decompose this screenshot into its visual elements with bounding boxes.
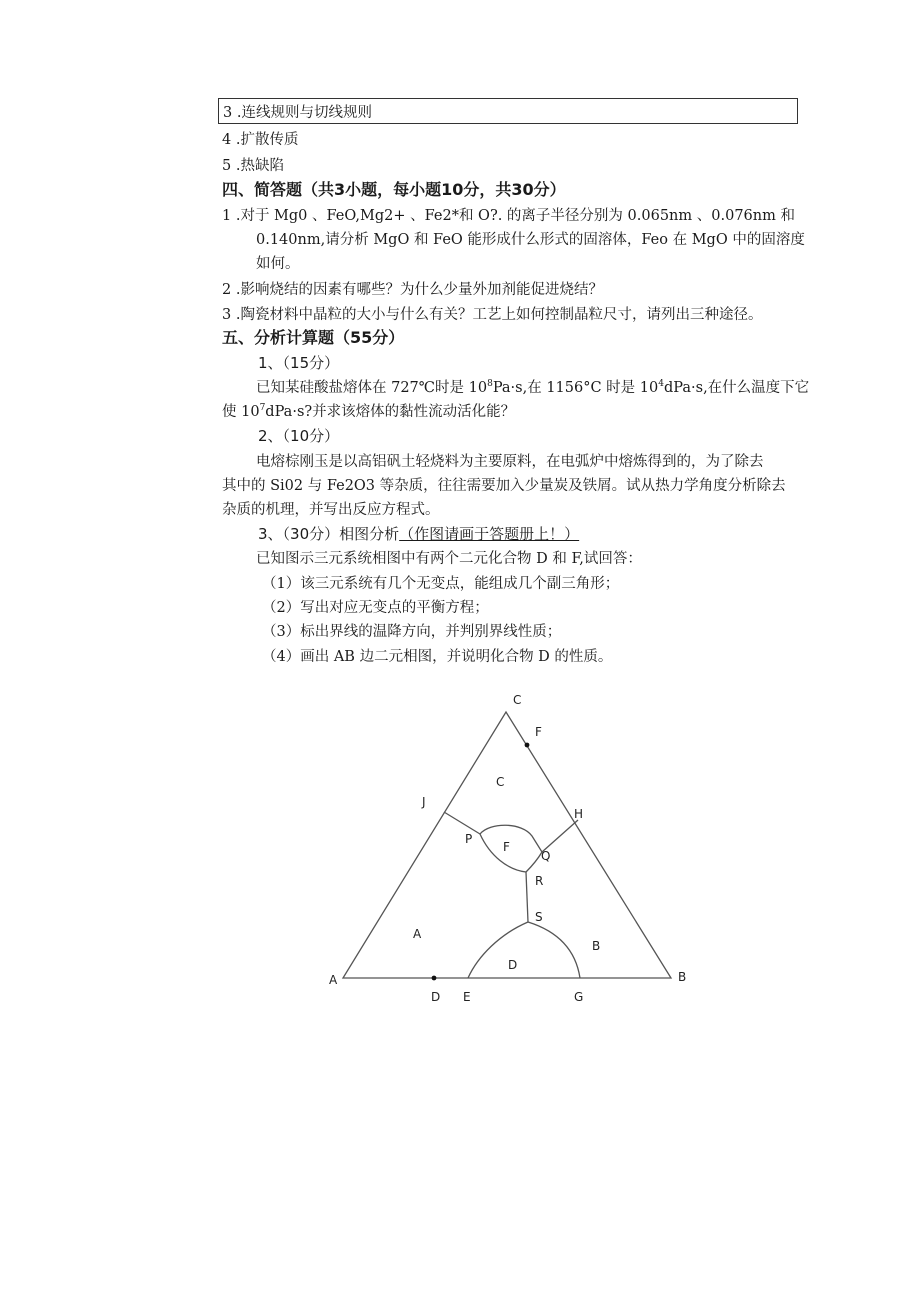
label-B: B [678, 970, 687, 984]
problem3-title: 3、（30分）相图分析（作图请画于答题册上！） [258, 525, 580, 543]
boundary-Q-R [526, 872, 528, 922]
item-5-text: 5 .热缺陷 [222, 158, 284, 174]
section5-heading: 五、分析计算题（55分） [222, 328, 405, 347]
label-F-region: F [503, 840, 510, 854]
section4-heading: 四、简答题（共3小题，每小题10分，共30分） [222, 180, 566, 199]
problem2-line1: 电熔棕刚玉是以高铝矾土轻烧料为主要原料，在电弧炉中熔炼得到的，为了除去 [256, 454, 764, 470]
problem2-line2: 其中的 Si02 与 Fe2O3 等杂质，往往需要加入少量炭及铁屑。试从热力学角度分析除去 [222, 478, 786, 494]
problem3-sub-1: （1）该三元系统有几个无变点，能组成几个副三角形； [262, 576, 620, 592]
section4-q3: 3 .陶瓷材料中晶粒的大小与什么有关？工艺上如何控制晶粒尺寸，请列出三种途径。 [222, 307, 763, 323]
point-D-marker [432, 976, 437, 981]
problem1-title: 1、（15分） [258, 354, 340, 372]
problem3-sub-4: （4）画出 AB 边二元相图，并说明化合物 D 的性质。 [262, 649, 613, 665]
label-D: D [431, 990, 441, 1004]
section4-q1-line1: 1 .对于 Mg0 、FeO,Mg2+ 、Fe2*和 O?. 的离子半径分别为 0.065nm 、0.076nm 和 [222, 208, 795, 224]
boundary-S-G [528, 922, 580, 978]
compound-F-field [480, 825, 542, 872]
label-R: R [535, 874, 544, 888]
item-4-text: 4 .扩散传质 [222, 132, 299, 148]
label-region-B: B [592, 939, 601, 953]
label-H: H [574, 807, 584, 821]
problem3-sub-3: （3）标出界线的温降方向，并判别界线性质； [262, 624, 562, 640]
label-Q: Q [541, 849, 551, 863]
label-S: S [535, 910, 543, 924]
boundary-S-E [468, 922, 528, 978]
label-F-point: F [535, 725, 542, 739]
label-E: E [463, 990, 471, 1004]
section4-q1-line3: 如何。 [256, 256, 300, 272]
problem3-intro: 已知图示三元系统相图中有两个二元化合物 D 和 F,试回答： [256, 551, 642, 567]
section4-q2: 2 .影响烧结的因素有哪些？为什么少量外加剂能促进烧结？ [222, 282, 603, 298]
label-region-A: A [413, 927, 422, 941]
label-C: C [513, 693, 522, 707]
problem1-line1: 已知某硅酸盐熔体在 727℃时是 $10^8Pa\cdot s$,在 1156°C 时是 $10^4dPa\cdot s$,在什么温度下它 [256, 379, 810, 396]
label-A: A [329, 973, 338, 987]
boundary-J-P [444, 812, 480, 834]
label-region-D: D [508, 958, 518, 972]
section4-q1-line2: 0.140nm,请分析 MgO 和 FeO 能形成什么形式的固溶体，Feo 在 MgO 中的固溶度 [256, 232, 805, 248]
problem2-title: 2、（10分） [258, 427, 340, 445]
problem1-line2: 使 $10^7dPa\cdot s$?并求该熔体的黏性流动活化能？ [222, 403, 516, 420]
label-P: P [465, 832, 473, 846]
label-G: G [574, 990, 584, 1004]
label-J: J [422, 795, 426, 809]
item-3-text: 3 .连线规则与切线规则 [223, 105, 372, 121]
label-region-C: C [496, 775, 505, 789]
problem3-sub-2: （2）写出对应无变点的平衡方程； [262, 600, 489, 616]
point-F-marker [525, 743, 530, 748]
problem2-line3: 杂质的机理，并写出反应方程式。 [222, 502, 440, 518]
boundary-H-Q [542, 820, 578, 852]
